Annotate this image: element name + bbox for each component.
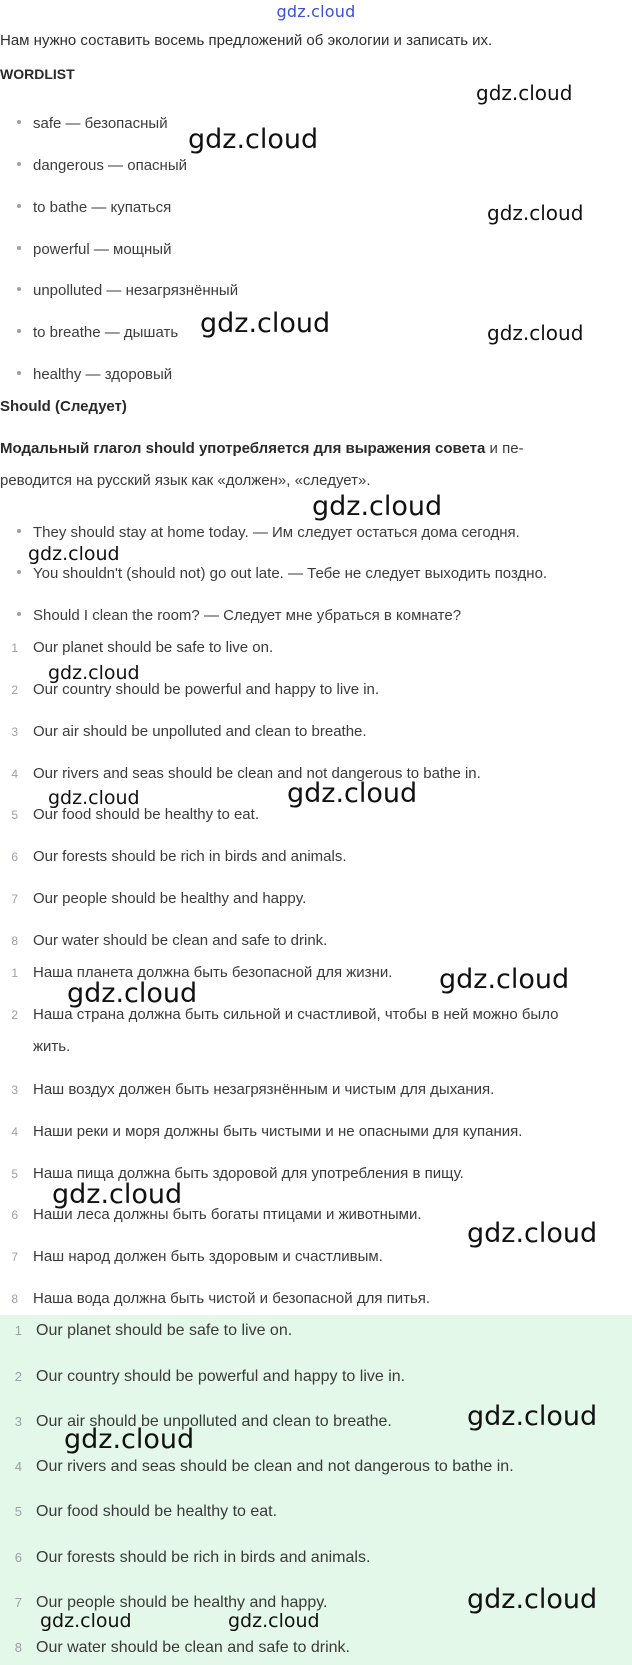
answer-sentence: 8 Our water should be clean and safe to drink. bbox=[14, 1639, 350, 1656]
watermark: gdz.cloud bbox=[67, 978, 198, 1009]
russian-sentence: 1 Наша планета должна быть безопасной для жизни. bbox=[11, 964, 393, 981]
watermark: gdz.cloud bbox=[40, 1610, 132, 1632]
english-sentence: 1 Our planet should be safe to live on. bbox=[11, 639, 274, 656]
watermark: gdz.cloud bbox=[439, 964, 570, 995]
intro-text: Нам нужно составить восемь предложений об экологии и записать их. bbox=[0, 32, 493, 49]
watermark: gdz.cloud bbox=[52, 1179, 183, 1210]
wordlist-item: safe — безопасный bbox=[0, 115, 168, 132]
watermark: gdz.cloud bbox=[467, 1218, 598, 1249]
bullet-icon bbox=[17, 329, 21, 333]
bullet-icon bbox=[17, 529, 21, 533]
bullet-icon bbox=[17, 371, 21, 375]
watermark: gdz.cloud bbox=[476, 81, 573, 105]
example-item: Should I clean the room? — Следует мне убраться в комнате? bbox=[0, 607, 461, 624]
russian-sentence: 5 Наша пища должна быть здоровой для употребления в пищу. bbox=[11, 1165, 464, 1182]
wordlist-item: unpolluted — незагрязнённый bbox=[0, 282, 238, 299]
wordlist-item: to bathe — купаться bbox=[0, 199, 171, 216]
russian-sentence: 6 Наши леса должны быть богаты птицами и животными. bbox=[11, 1206, 422, 1223]
watermark: gdz.cloud bbox=[467, 1584, 598, 1615]
english-sentence: 6 Our forests should be rich in birds and animals. bbox=[11, 848, 347, 865]
watermark: gdz.cloud bbox=[487, 321, 584, 345]
answer-sentence: 2 Our country should be powerful and happy to live in. bbox=[14, 1368, 406, 1385]
answer-sentence: 6 Our forests should be rich in birds and animals. bbox=[14, 1549, 371, 1566]
answer-sentence: 3 Our air should be unpolluted and clean to breathe. bbox=[14, 1413, 392, 1430]
wordlist-heading: WORDLIST bbox=[0, 66, 75, 82]
english-sentence: 3 Our air should be unpolluted and clean to breathe. bbox=[11, 723, 367, 740]
russian-sentence: 7 Наш народ должен быть здоровым и счастливым. bbox=[11, 1248, 383, 1265]
russian-sentence: 8 Наша вода должна быть чистой и безопасной для питья. bbox=[11, 1290, 431, 1307]
watermark: gdz.cloud bbox=[487, 201, 584, 225]
top-watermark: gdz.cloud bbox=[276, 2, 356, 21]
english-sentence: 4 Our rivers and seas should be clean and not dangerous to bathe in. bbox=[11, 765, 481, 782]
watermark: gdz.cloud bbox=[48, 787, 140, 809]
watermark: gdz.cloud bbox=[48, 662, 140, 684]
bullet-icon bbox=[17, 246, 21, 250]
bullet-icon bbox=[17, 612, 21, 616]
wordlist-item: dangerous — опасный bbox=[0, 157, 187, 174]
watermark: gdz.cloud bbox=[287, 778, 418, 809]
example-item: You shouldn't (should not) go out late. — Тебе не следует выходить поздно. bbox=[0, 565, 547, 582]
bullet-icon bbox=[17, 287, 21, 291]
russian-sentence: 2 Наша страна должна быть сильной и счастливой, чтобы в ней можно было bbox=[11, 1006, 559, 1023]
wordlist-item: powerful — мощный bbox=[0, 241, 171, 258]
answer-sentence: 5 Our food should be healthy to eat. bbox=[14, 1503, 278, 1520]
watermark: gdz.cloud bbox=[200, 308, 331, 339]
answer-sentence: 4 Our rivers and seas should be clean and not dangerous to bathe in. bbox=[14, 1458, 514, 1475]
wordlist-item: to breathe — дышать bbox=[0, 324, 178, 341]
rule-line-1: Модальный глагол should употребляется для выражения совета и пе- bbox=[0, 440, 524, 457]
bullet-icon bbox=[17, 162, 21, 166]
example-item: They should stay at home today. — Им следует остаться дома сегодня. bbox=[0, 524, 520, 541]
english-sentence: 2 Our country should be powerful and happy to live in. bbox=[11, 681, 380, 698]
wordlist-item: healthy — здоровый bbox=[0, 366, 172, 383]
bullet-icon bbox=[17, 204, 21, 208]
bullet-icon bbox=[17, 120, 21, 124]
should-heading: Should (Следует) bbox=[0, 398, 127, 415]
english-sentence: 8 Our water should be clean and safe to drink. bbox=[11, 932, 328, 949]
russian-sentence: 4 Наши реки и моря должны быть чистыми и не опасными для купания. bbox=[11, 1123, 523, 1140]
answer-sentence: 1 Our planet should be safe to live on. bbox=[14, 1322, 293, 1339]
watermark: gdz.cloud bbox=[228, 1610, 320, 1632]
english-sentence: 5 Our food should be healthy to eat. bbox=[11, 806, 259, 823]
watermark: gdz.cloud bbox=[64, 1424, 195, 1455]
watermark: gdz.cloud bbox=[312, 491, 443, 522]
watermark: gdz.cloud bbox=[188, 124, 319, 155]
russian-sentence-continuation: жить. bbox=[33, 1038, 71, 1055]
rule-line-2: реводится на русский язык как «должен», «следует». bbox=[0, 472, 371, 489]
russian-sentence: 3 Наш воздух должен быть незагрязнённым и чистым для дыхания. bbox=[11, 1081, 495, 1098]
watermark: gdz.cloud bbox=[467, 1401, 598, 1432]
answer-sentence: 7 Our people should be healthy and happy. bbox=[14, 1594, 328, 1611]
bullet-icon bbox=[17, 570, 21, 574]
english-sentence: 7 Our people should be healthy and happy. bbox=[11, 890, 307, 907]
watermark: gdz.cloud bbox=[28, 543, 120, 565]
